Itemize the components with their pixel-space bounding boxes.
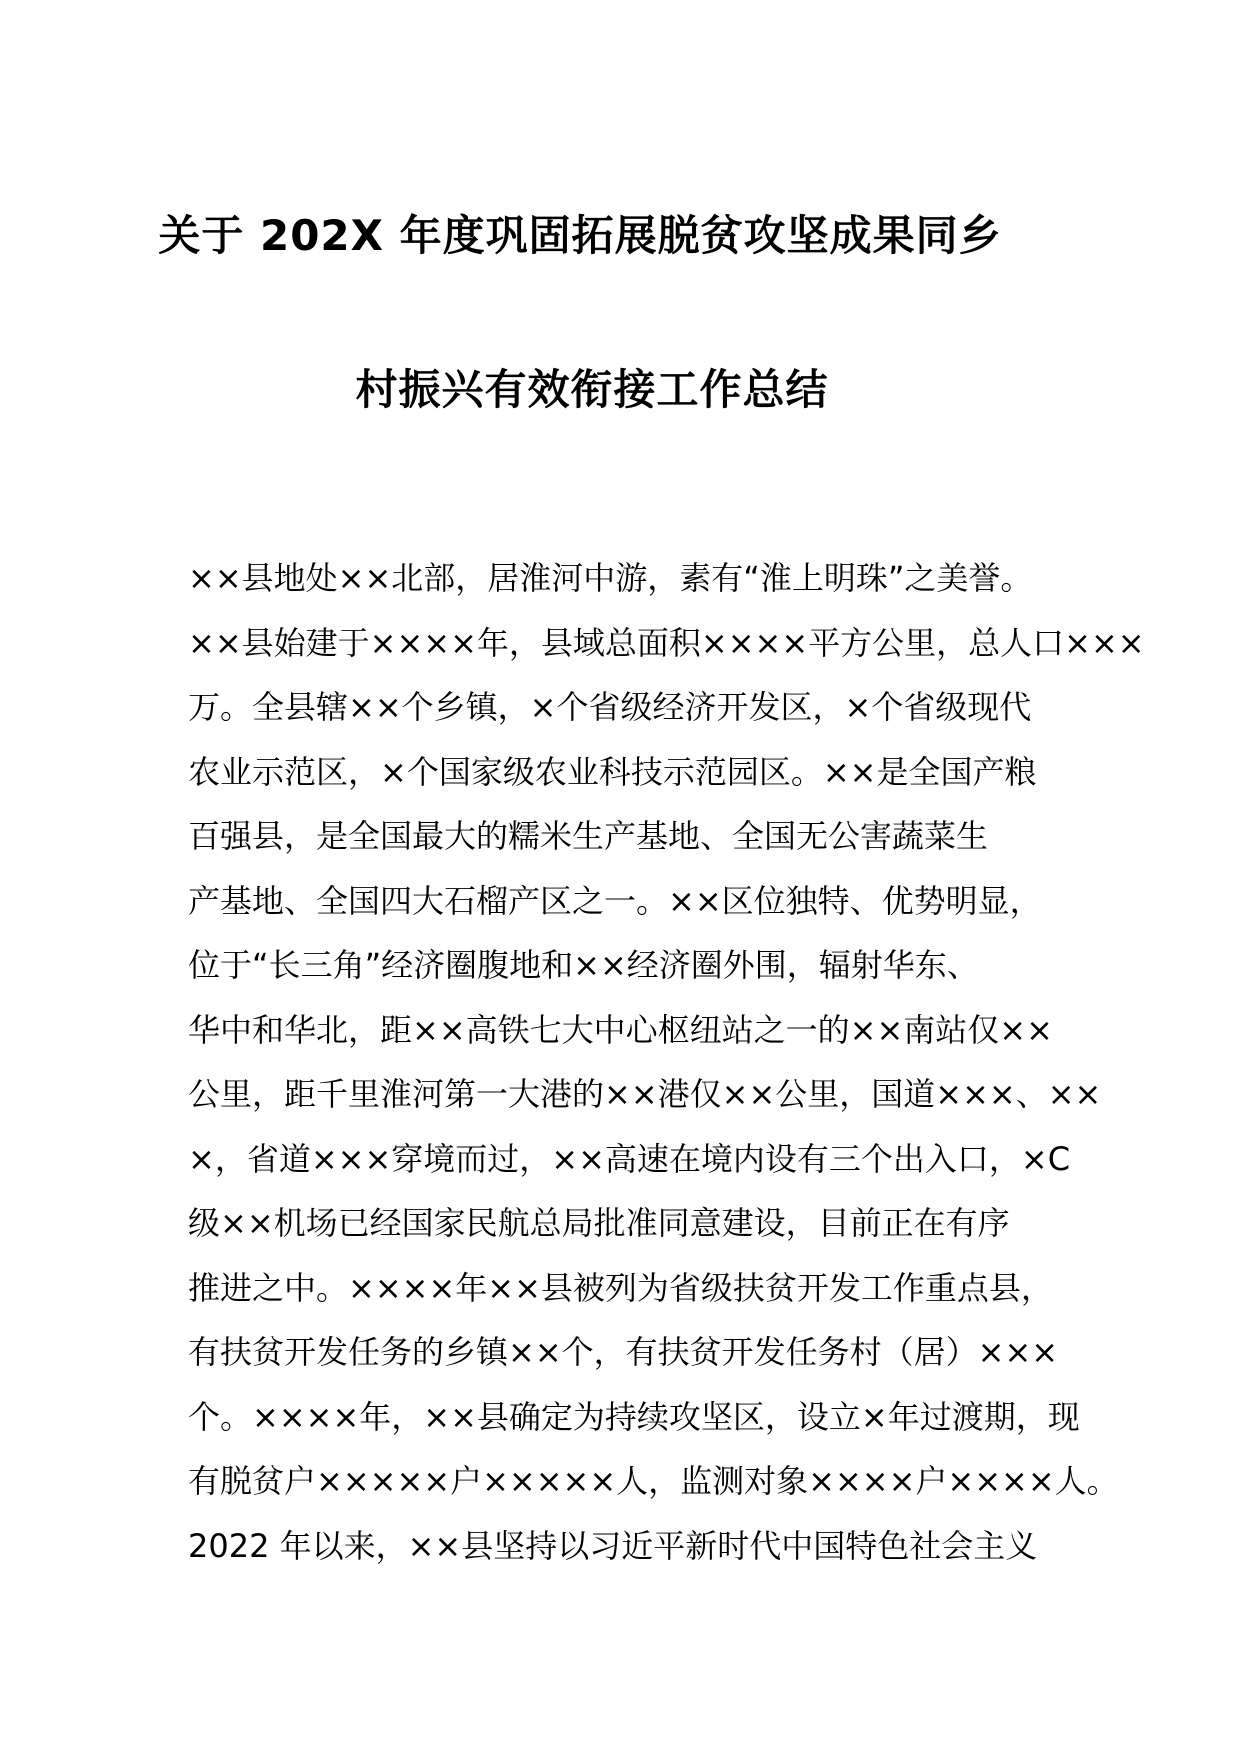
body-line: 百强县，是全国最大的糯米生产基地、全国无公害蔬菜生	[188, 817, 989, 855]
body-line: 有扶贫开发任务的乡镇××个，有扶贫开发任务村（居）×××	[188, 1333, 1059, 1371]
body-line: ×，省道×××穿境而过，××高速在境内设有三个出入口，×C	[188, 1139, 1071, 1178]
body-line: ××县地处××北部，居淮河中游，素有“淮上明珠”之美誉。	[188, 559, 1033, 597]
body-line: 华中和华北，距××高铁七大中心枢纽站之一的××南站仅××	[188, 1010, 1053, 1049]
body-line: 农业示范区，×个国家级农业科技示范园区。××是全国产粮	[188, 752, 1037, 791]
body-line: 有脱贫户×××××户×××××人，监测对象××××户××××人。	[188, 1462, 1119, 1500]
document-body	[188, 546, 1145, 1578]
body-line: 位于“长三角”经济圈腹地和××经济圈外围，辐射华东、	[188, 946, 979, 984]
body-line: 级××机场已经国家民航总局批准同意建设，目前正在有序	[188, 1204, 1010, 1242]
body-line: 万。全县辖××个乡镇，×个省级经济开发区，×个省级现代	[188, 688, 1032, 726]
document-title-line-1: 关于 202X 年度巩固拓展脱贫攻坚成果同乡	[158, 211, 1002, 260]
body-line: 推进之中。××××年××县被列为省级扶贫开发工作重点县，	[188, 1268, 1053, 1307]
body-line: 产基地、全国四大石榴产区之一。××区位独特、优势明显，	[188, 881, 1042, 920]
document-title-line-2: 村振兴有效衔接工作总结	[355, 365, 829, 414]
body-line: 公里，距千里淮河第一大港的××港仅××公里，国道×××、××	[188, 1075, 1102, 1113]
body-line: ××县始建于××××年，县域总面积××××平方公里，总人口×××	[188, 623, 1145, 662]
body-line: 2022 年以来，××县坚持以习近平新时代中国特色社会主义	[188, 1526, 1038, 1565]
body-line: 个。××××年，××县确定为持续攻坚区，设立×年过渡期，现	[188, 1397, 1080, 1436]
